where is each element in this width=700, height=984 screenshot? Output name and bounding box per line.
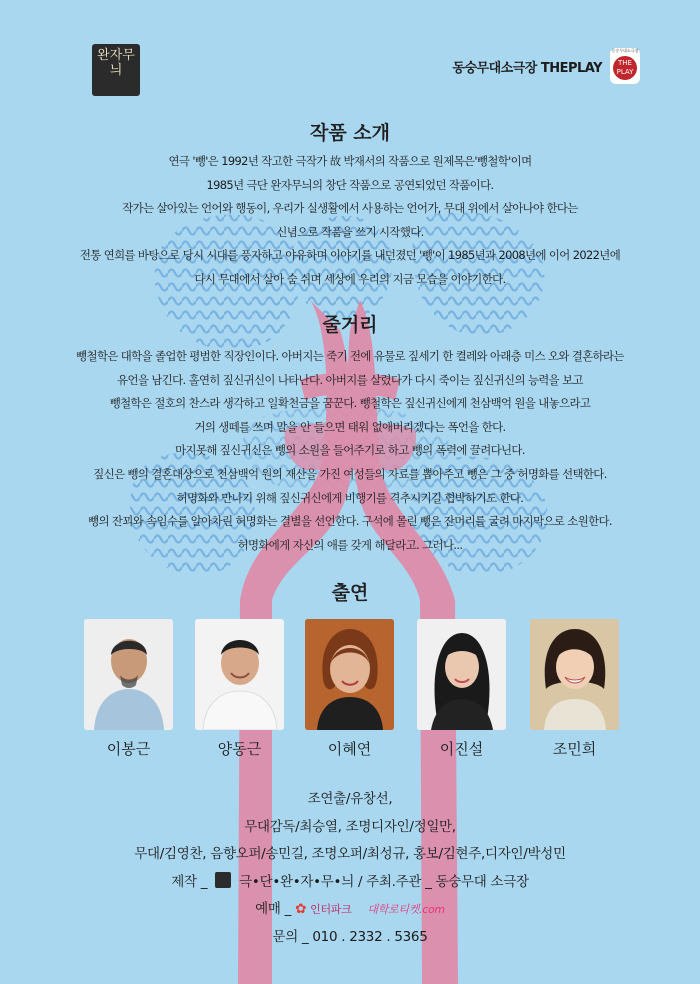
wanjamuni-small-logo-icon [215, 872, 231, 888]
cast-heading: 출연 [331, 582, 369, 604]
host-organizer: / 주최.주관 _ 동숭무대 소극장 [357, 873, 529, 890]
theplay-seal-logo [610, 48, 640, 84]
synopsis-line: 마지못해 짚신귀신은 뺑의 소원을 들어주기로 하고 뺑의 폭력에 끌려다닌다. [175, 443, 525, 458]
intro-line: 전통 연희를 바탕으로 당시 시대를 풍자하고 야유하며 이야기를 내던졌던 '뺑'이 1985년과 2008년에 이어 2022년에 [79, 248, 621, 263]
synopsis-line: 짚신은 뺑의 결혼대상으로 천삼백억 원의 재산을 가진 여성들의 자료를 뽑아주고 뺑은 그 중 허명화를 선택한다. [93, 466, 607, 481]
daehakro-ticket-link[interactable]: 대학로티켓.com [367, 903, 445, 916]
intro-heading: 작품 소개 [309, 122, 391, 144]
cast-photo-5 [530, 619, 619, 730]
seal-red-circle: THE PLAY [613, 56, 637, 80]
theplay-org-name: 동숭무대소극장 THEPLAY [452, 61, 602, 76]
cast-photo-3 [305, 619, 394, 730]
production-prefix: 제작 _ [171, 873, 208, 890]
cast-photo-1 [84, 619, 173, 730]
credits-block [0, 786, 700, 951]
portrait-icon [417, 619, 506, 730]
intro-line: 연극 '뺑'은 1992년 작고한 극작가 故 박재서의 작품으로 원제목은'뺑철학'이며 [168, 154, 532, 168]
synopsis-heading: 줄거리 [322, 314, 378, 336]
portrait-icon [530, 619, 619, 730]
credit-stage-lighting: 무대감독/최승열, 조명디자인/정일만, [244, 818, 456, 835]
intro-line: 1985년 극단 완자무늬의 창단 작품으로 공연되었던 작품이다. [206, 177, 494, 192]
intro-line: 작가는 살아있는 언어와 행동이, 우리가 실생활에서 사용하는 언어가, 무대 위에서 살아나야 한다는 [122, 201, 578, 216]
credit-booking-line [0, 896, 700, 924]
credit-production-line [0, 869, 700, 897]
synopsis-line: 허명화와 만나기 위해 짚신귀신에게 비행기를 격추시키길 협박하기도 한다. [176, 490, 524, 505]
synopsis-line: 뺑의 잔꾀와 속임수를 알아차린 허명화는 결별을 선언한다. 구석에 몰린 뺑은 잔머리를 굴려 마지막으로 소원한다. [88, 514, 612, 529]
interpark-link[interactable]: 인터파크 [310, 903, 352, 916]
synopsis-line: 유언을 남긴다. 홀연히 짚신귀신이 나타난다. 아버지를 살렸다가 다시 죽이는 짚신귀신의 능력을 보고 [117, 372, 583, 387]
intro-line: 다시 무대에서 살아 숨 쉬며 세상에 우리의 지금 모습을 이야기한다. [194, 271, 506, 286]
cast-name-2: 양동근 [217, 740, 262, 758]
cast-name-1: 이봉근 [106, 740, 151, 758]
credit-inquiry-phone: 문의 _ 010 . 2332 . 5365 [272, 928, 428, 945]
booking-prefix: 예매 _ [255, 901, 292, 917]
portrait-icon [305, 619, 394, 730]
cast-photo-4 [417, 619, 506, 730]
credit-assistant-director: 조연출/유창선, [307, 791, 393, 807]
portrait-icon [195, 619, 284, 730]
cast-name-5: 조민희 [552, 740, 597, 758]
synopsis-line: 허명화에게 자신의 애를 갖게 해달라고. 그러나... [237, 537, 463, 552]
synopsis-line: 뺑철학은 대학을 졸업한 평범한 직장인이다. 아버지는 죽기 전에 유물로 짚세기 한 켤레와 아래층 미스 오와 결혼하라는 [76, 349, 624, 363]
cast-name-3: 이혜연 [327, 740, 372, 758]
wanjamuni-logo-text: 완자무늬 [97, 48, 135, 78]
credit-staff-list: 무대/김영찬, 음향오퍼/송민길, 조명오퍼/최성규, 홍보/김현주,디자인/박성민 [134, 846, 566, 862]
cast-name-4: 이진설 [439, 740, 484, 758]
portrait-icon [84, 619, 173, 730]
synopsis-line: 거의 생떼를 쓰며 말을 안 들으면 태워 없애버리겠다는 폭언을 한다. [194, 419, 506, 434]
wanjamuni-logo [92, 44, 140, 96]
synopsis-line: 뺑철학은 절호의 찬스라 생각하고 일확천금을 꿈꾼다. 뺑철학은 짚신귀신에게 천삼백억 원을 내놓으라고 [109, 396, 591, 411]
intro-line: 신념으로 작품을 쓰기 시작했다. [276, 224, 424, 239]
production-company: 극•단•완•자•무•늬 [239, 873, 354, 890]
intro-paragraph [0, 150, 700, 292]
synopsis-paragraph [0, 345, 700, 557]
seal-small-text: 동숭무대소극장 [611, 48, 639, 53]
cast-photo-2 [195, 619, 284, 730]
interpark-flower-icon: ✿ [295, 901, 307, 917]
